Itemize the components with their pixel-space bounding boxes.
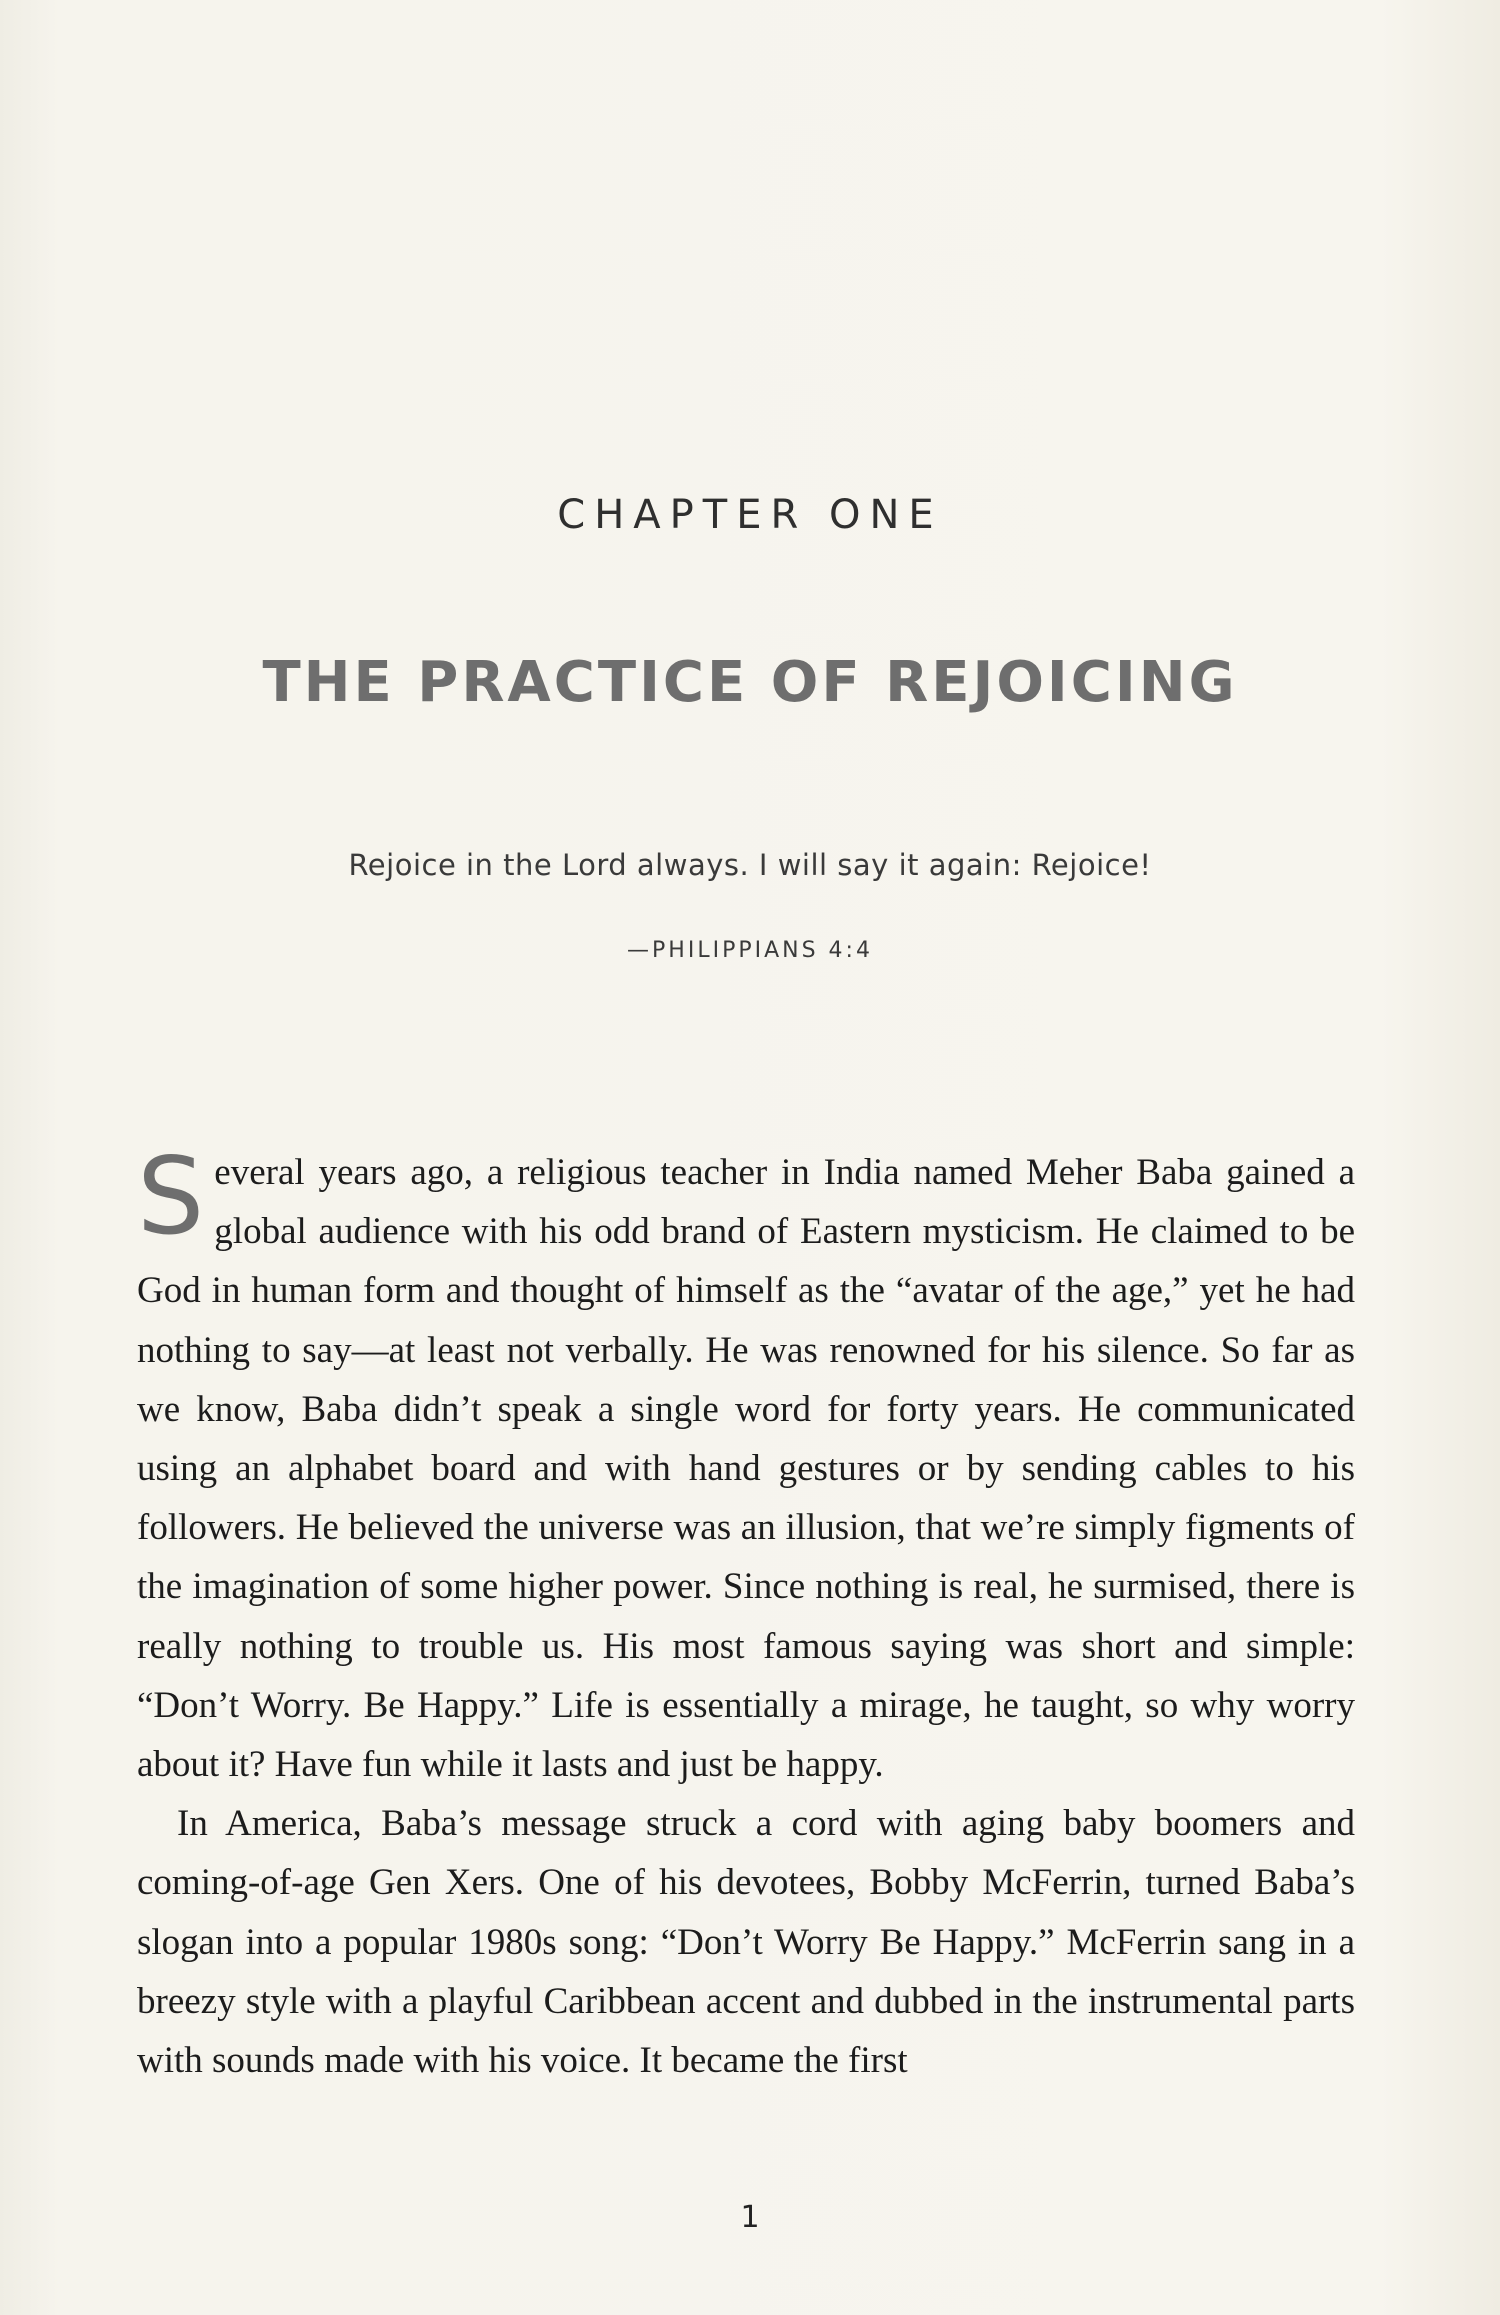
epigraph-quote: Rejoice in the Lord always. I will say it again: Rejoice! xyxy=(348,848,1152,882)
paragraph-2: In America, Baba’s message struck a cord with aging baby boomers and coming-of-age Gen Xers. One of his devotees, Bobby McFerrin, turned Baba’s slogan into a popular 1980s song: “Don’t Worry Be Happy.” McFerrin sang in a breezy style with a playful Caribbean accent and dubbed in the instrumental parts with sounds made with his voice. It became the first xyxy=(137,1803,1355,2082)
drop-cap: S xyxy=(137,1135,205,1258)
body-text xyxy=(137,1135,1355,2090)
chapter-title: THE PRACTICE OF REJOICING xyxy=(262,650,1238,715)
paragraph-1 xyxy=(137,1135,1355,1794)
chapter-label: CHAPTER ONE xyxy=(557,492,943,538)
page-number: 1 xyxy=(740,2200,760,2235)
epigraph-source: —PHILIPPIANS 4:4 xyxy=(627,938,873,963)
paragraph-1-text: everal years ago, a religious teacher in India named Meher Baba gained a global audience with his odd brand of Eastern mysticism. He claimed to be God in human form and thought of himself as the “avatar of the age,” yet he had nothing to say—at least not verbally. He was renowned for his silence. So far as we know, Baba didn’t speak a single word for forty years. He communicated using an alphabet board and with hand gestures or by sending cables to his followers. He believed the universe was an illusion, that we’re simply figments of the imagination of some higher power. Since nothing is real, he surmised, there is really nothing to trouble us. His most famous saying was short and simple: “Don’t Worry. Be Happy.” Life is essentially a mirage, he taught, so why worry about it? Have fun while it lasts and just be happy. xyxy=(137,1152,1355,1786)
